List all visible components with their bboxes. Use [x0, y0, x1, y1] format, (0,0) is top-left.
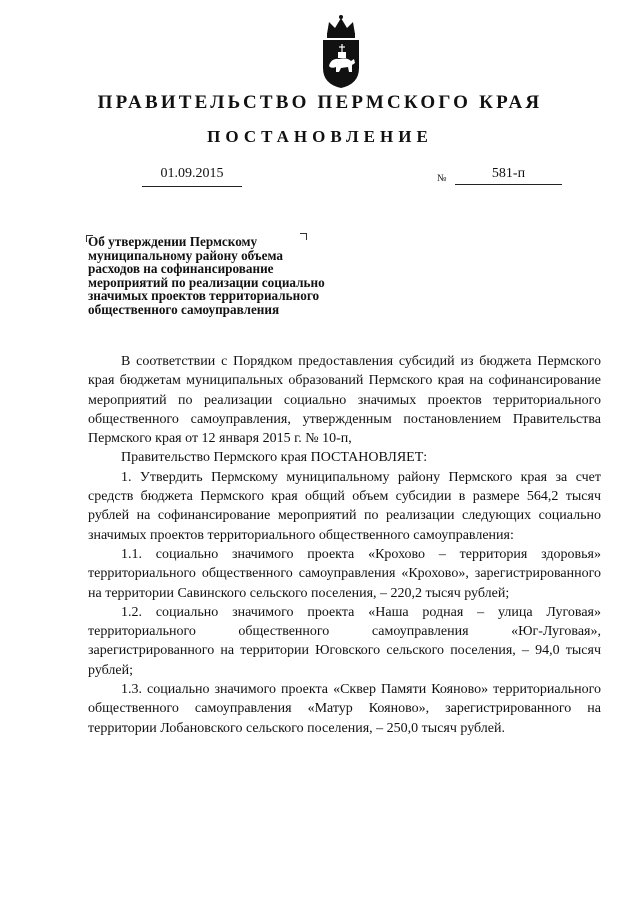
- document-subject: Об утверждении Пермскому муниципальному району объема расходов на софинансирование мероприятий по реализации социально значимых проектов территориального общественного самоуправления: [88, 234, 325, 317]
- paragraph-item-1-2: 1.2. социально значимого проекта «Наша родная – улица Луговая» территориального общественного самоуправления «Юг-Луговая», зарегистрированного на территории Юговского сельского поселения, – 94,0 тысяч рублей;: [88, 604, 601, 678]
- document-date: 01.09.2015: [160, 166, 224, 181]
- coat-of-arms-icon: [319, 14, 363, 90]
- document-number: 581-п: [491, 166, 526, 181]
- paragraph-item-1-1: 1.1. социально значимого проекта «Крохово – территория здоровья» территориального общественного самоуправления «Крохово», зарегистрированного на территории Савинского сельского поселения, – 220,2 тысяч рублей;: [88, 546, 601, 601]
- paragraph-preamble: В соответствии с Порядком предоставления субсидий из бюджета Пермского края бюджетам муниципальных образований Пермского края на софинансирование мероприятий по реализации социально значимых проектов территориального общественного самоуправления, утвержденным постановлением Правительства Пермского края от 12 января 2015 г. № 10-п,: [88, 354, 601, 447]
- paragraph-item-1-3: 1.3. социально значимого проекта «Сквер Памяти Кояново» территориального общественного самоуправления «Матур Кояново», зарегистрированного на территории Лобановского сельского поселения, – 250,0 тысяч рублей.: [88, 682, 601, 736]
- document-type: ПОСТАНОВЛЕНИЕ: [207, 127, 433, 146]
- number-underline: [455, 184, 562, 185]
- paragraph-item-1: 1. Утвердить Пермскому муниципальному району Пермского края за счет средств бюджета Пермского края общий объем субсидии в размере 564,2 тысяч рублей на софинансирование мероприятий по реализации следующих социально значимых проектов территориального общественного самоуправления:: [88, 469, 601, 543]
- document-body: [88, 352, 601, 738]
- date-underline: [142, 186, 242, 187]
- government-title: ПРАВИТЕЛЬСТВО ПЕРМСКОГО КРАЯ: [97, 92, 543, 113]
- paragraph-resolves: Правительство Пермского края ПОСТАНОВЛЯЕТ:: [121, 450, 428, 466]
- number-label: №: [437, 173, 447, 184]
